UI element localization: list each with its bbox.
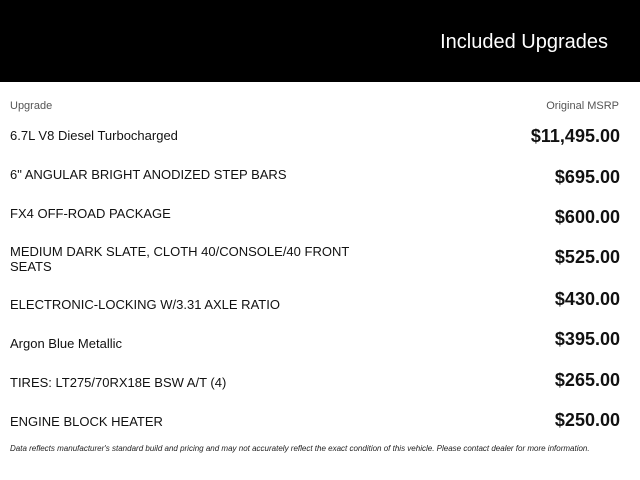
upgrade-price: $250.00 xyxy=(554,410,620,430)
upgrade-name: ELECTRONIC-LOCKING W/3.31 AXLE RATIO xyxy=(10,297,280,312)
upgrade-name: Argon Blue Metallic xyxy=(10,336,122,351)
upgrade-price: $11,495.00 xyxy=(530,126,620,146)
upgrade-name: 6.7L V8 Diesel Turbocharged xyxy=(10,128,178,143)
upgrade-price: $265.00 xyxy=(554,370,620,390)
disclaimer-text: Data reflects manufacturer's standard build and pricing and may not accurately reflect the exact condition of this vehicle. Please contact dealer for more information. xyxy=(10,444,590,453)
upgrade-price: $695.00 xyxy=(554,167,620,187)
column-header-upgrade: Upgrade xyxy=(10,100,53,112)
header-banner xyxy=(0,0,640,82)
upgrade-name: FX4 OFF-ROAD PACKAGE xyxy=(10,206,171,221)
upgrade-price: $430.00 xyxy=(554,289,620,309)
upgrade-price: $600.00 xyxy=(554,207,620,227)
upgrade-price: $525.00 xyxy=(554,247,620,267)
upgrade-name: MEDIUM DARK SLATE, CLOTH 40/CONSOLE/40 FRONT SEATS xyxy=(10,244,350,274)
upgrade-name: 6" ANGULAR BRIGHT ANODIZED STEP BARS xyxy=(10,167,287,182)
page-title: Included Upgrades xyxy=(440,31,608,53)
upgrade-name: TIRES: LT275/70RX18E BSW A/T (4) xyxy=(10,375,227,390)
column-header-msrp: Original MSRP xyxy=(546,100,619,112)
upgrade-price: $395.00 xyxy=(554,329,620,349)
upgrade-name: ENGINE BLOCK HEATER xyxy=(10,414,163,429)
